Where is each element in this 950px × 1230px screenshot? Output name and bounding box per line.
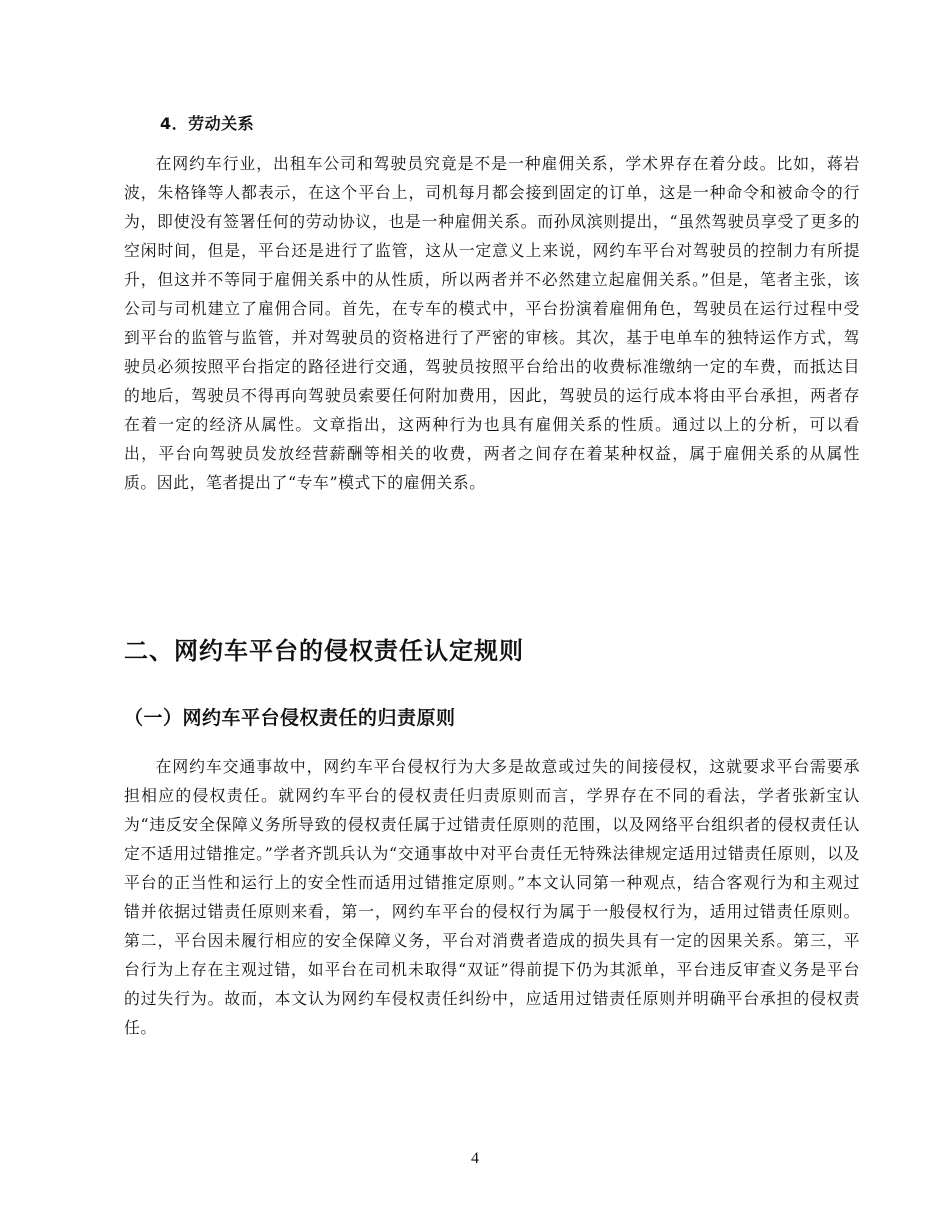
labor-relations-heading: 4．劳动关系 <box>160 114 255 133</box>
section-heading: （一）网约车平台侵权责任的归责原则 <box>124 707 456 729</box>
paragraph-liability-principle: 在网约车交通事故中，网约车平台侵权行为大多是故意或过失的间接侵权，这就要求平台需要承担相应的侵权责任。就网约车平台的侵权责任归责原则而言，学界存在不同的看法，学者张新宝认为“违反安全保障义务所导致的侵权责任属于过错责任原则的范围，以及网络平台组织者的侵权责任认定不适用过错推定。”学者齐凯兵认为“交通事故中对平台责任无特殊法律规定适用过错责任原则，以及平台的正当性和运行上的安全性而适用过错推定原则。”本文认同第一种观点，结合客观行为和主观过错并依据过错责任原则来看，第一，网约车平台的侵权行为属于一般侵权行为，适用过错责任原则。第二，平台因未履行相应的安全保障义务，平台对消费者造成的损失具有一定的因果关系。第三，平台行为上存在主观过错，如平台在司机未取得“双证”得前提下仍为其派单，平台违反审查义务是平台的过失行为。故而，本文认为网约车侵权责任纠纷中，应适用过错责任原则并明确平台承担的侵权责任。 <box>124 757 860 1037</box>
paragraph-labor-relations: 在网约车行业，出租车公司和驾驶员究竟是不是一种雇佣关系，学术界存在着分歧。比如，蒋岩波，朱格锋等人都表示，在这个平台上，司机每月都会接到固定的订单，这是一种命令和被命令的行为，即使没有签署任何的劳动协议，也是一种雇佣关系。而孙凤滨则提出，“虽然驾驶员享受了更多的空闲时间，但是，平台还是进行了监管，这从一定意义上来说，网约车平台对驾驶员的控制力有所提升，但这并不等同于雇佣关系中的从性质，所以两者并不必然建立起雇佣关系。”但是，笔者主张，该公司与司机建立了雇佣合同。首先，在专车的模式中，平台扮演着雇佣角色，驾驶员在运行过程中受到平台的监管与监管，并对驾驶员的资格进行了严密的审核。其次，基于电单车的独特运作方式，驾驶员必须按照平台指定的路径进行交通，驾驶员按照平台给出的收费标准缴纳一定的车费，而抵达目的地后，驾驶员不得再向驾驶员索要任何附加费用，因此，驾驶员的运行成本将由平台承担，两者存在着一定的经济从属性。文章指出，这两种行为也具有雇佣关系的性质。通过以上的分析，可以看出，平台向驾驶员发放经营薪酬等相关的收费，两者之间存在着某种权益，属于雇佣关系的从属性质。因此，笔者提出了“专车”模式下的雇佣关系。 <box>124 154 860 492</box>
page-number: 4 <box>471 1150 479 1167</box>
chapter-heading: 二、网约车平台的侵权责任认定规则 <box>124 637 524 665</box>
